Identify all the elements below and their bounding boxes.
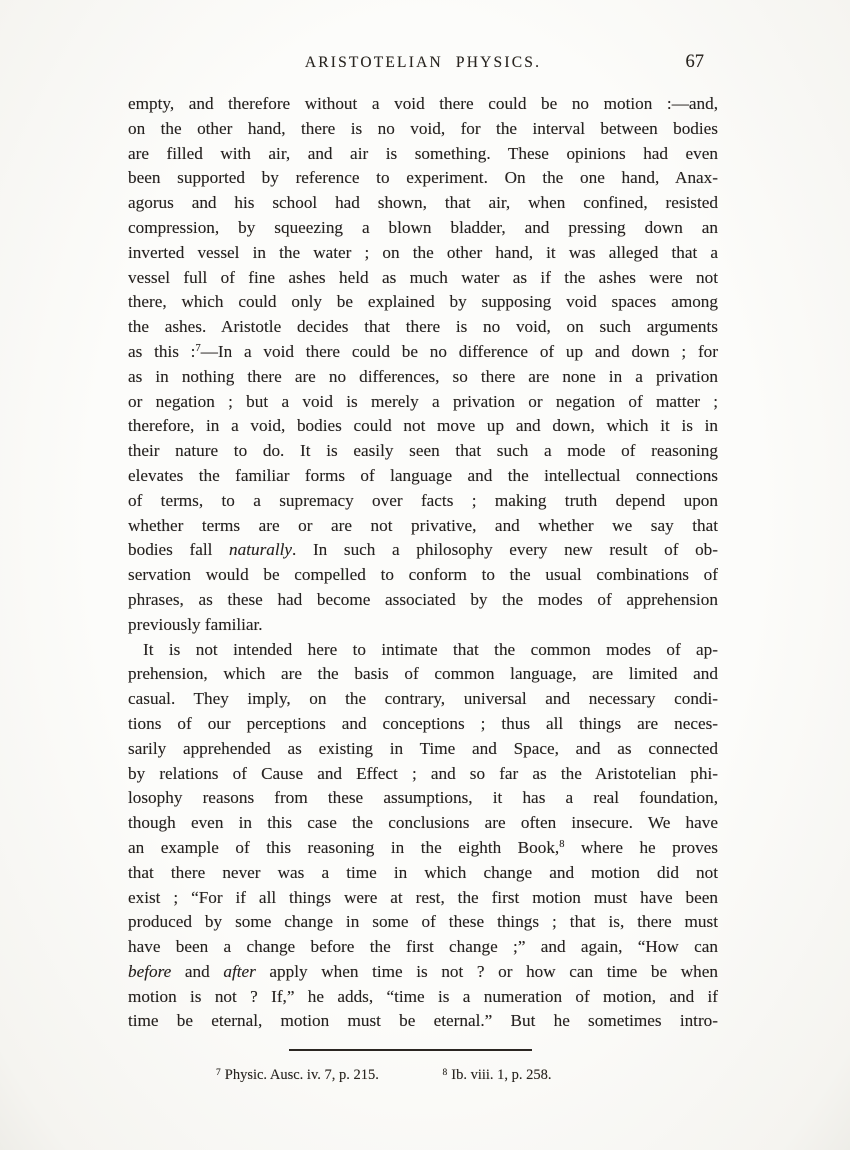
text-line: previously familiar. — [128, 614, 263, 634]
text-line: phrases, as these had become associated by the modes of apprehension — [128, 589, 718, 609]
text-line: by relations of Cause and Effect ; and so far as the Aristotelian phi- — [128, 763, 718, 783]
text-line: inverted vessel in the water ; on the other hand, it was alleged that a — [128, 242, 718, 262]
text-line: exist ; “For if all things were at rest, the first motion must have been — [128, 887, 718, 907]
text-body — [128, 92, 718, 1034]
text-line: have been a change before the first change ;” and again, “How can — [128, 937, 718, 957]
text-line: of terms, to a supremacy over facts ; making truth depend upon — [128, 490, 718, 510]
text-line: losophy reasons from these assumptions, it has a real foundation, — [128, 788, 718, 808]
text-line: before and after apply when time is not ? or how can time be when — [128, 961, 718, 981]
text-line: vessel full of fine ashes held as much water as if the ashes were not — [128, 267, 718, 287]
text-line: an example of this reasoning in the eighth Book,$^8$ where he proves — [128, 837, 718, 857]
text-line: as in nothing there are no differences, so there are none in a privation — [128, 366, 718, 386]
text-line: prehension, which are the basis of common language, are limited and — [128, 664, 718, 684]
paragraph — [128, 638, 718, 1035]
text-line: on the other hand, there is no void, for the interval between bodies — [128, 118, 718, 138]
text-line: bodies fall naturally. In such a philosophy every new result of ob- — [128, 540, 718, 560]
paragraph — [128, 92, 718, 638]
text-line: whether terms are or are not privative, and whether we say that — [128, 515, 718, 535]
footnote-marker: 8 — [442, 1068, 448, 1078]
text-line: that there never was a time in which change and motion did not — [128, 862, 718, 882]
text-line: sarily apprehended as existing in Time and Space, and as connected — [128, 738, 718, 758]
text-line: casual. They imply, on the contrary, universal and necessary condi- — [128, 689, 718, 709]
footnote-rule — [289, 1049, 532, 1051]
footnote — [443, 1064, 552, 1086]
page-title: ARISTOTELIAN PHYSICS. — [304, 54, 542, 71]
footnote-marker: 7 — [216, 1068, 221, 1078]
text-line: are filled with air, and air is something. These opinions had even — [128, 143, 718, 163]
footnote-text: Ib. viii. 1, p. 258. — [451, 1067, 552, 1083]
text-line: though even in this case the conclusions are often insecure. We have — [128, 813, 718, 833]
text-line: servation would be compelled to conform to the usual combinations of — [128, 565, 718, 585]
text-line: agorus and his school had shown, that air, when confined, resisted — [128, 193, 718, 213]
text-line: It is not intended here to intimate that the common modes of ap- — [143, 639, 718, 659]
text-line: elevates the familiar forms of language and the intellectual connections — [128, 465, 718, 485]
text-line: there, which could only be explained by supposing void spaces among — [128, 292, 718, 312]
text-line: compression, by squeezing a blown bladder, and pressing down an — [128, 217, 718, 237]
footnote-text: Physic. Ausc. iv. 7, p. 215. — [224, 1067, 379, 1083]
text-line: produced by some change in some of these things ; that is, there must — [128, 912, 718, 932]
text-line: time be eternal, motion must be eternal.” But he sometimes intro- — [128, 1011, 718, 1031]
text-line: been supported by reference to experiment. On the one hand, Anax- — [128, 168, 718, 188]
text-line: therefore, in a void, bodies could not move up and down, which it is in — [128, 416, 718, 436]
text-line: tions of our perceptions and conceptions ; thus all things are neces- — [128, 713, 718, 733]
footnote — [216, 1064, 379, 1086]
text-line: or negation ; but a void is merely a privation or negation of matter ; — [128, 391, 718, 411]
text-line: the ashes. Aristotle decides that there is no void, on such arguments — [128, 317, 718, 337]
footnotes — [128, 1064, 718, 1086]
text-line: as this :$^7$—In a void there could be no difference of up and down ; for — [128, 341, 718, 361]
text-line: motion is not ? If,” he adds, “time is a numeration of motion, and if — [128, 986, 718, 1006]
text-line: their nature to do. It is easily seen that such a mode of reasoning — [128, 441, 718, 461]
page-number: 67 — [685, 52, 704, 72]
text-line: empty, and therefore without a void there could be no motion :—and, — [128, 94, 718, 113]
running-head — [128, 54, 718, 78]
